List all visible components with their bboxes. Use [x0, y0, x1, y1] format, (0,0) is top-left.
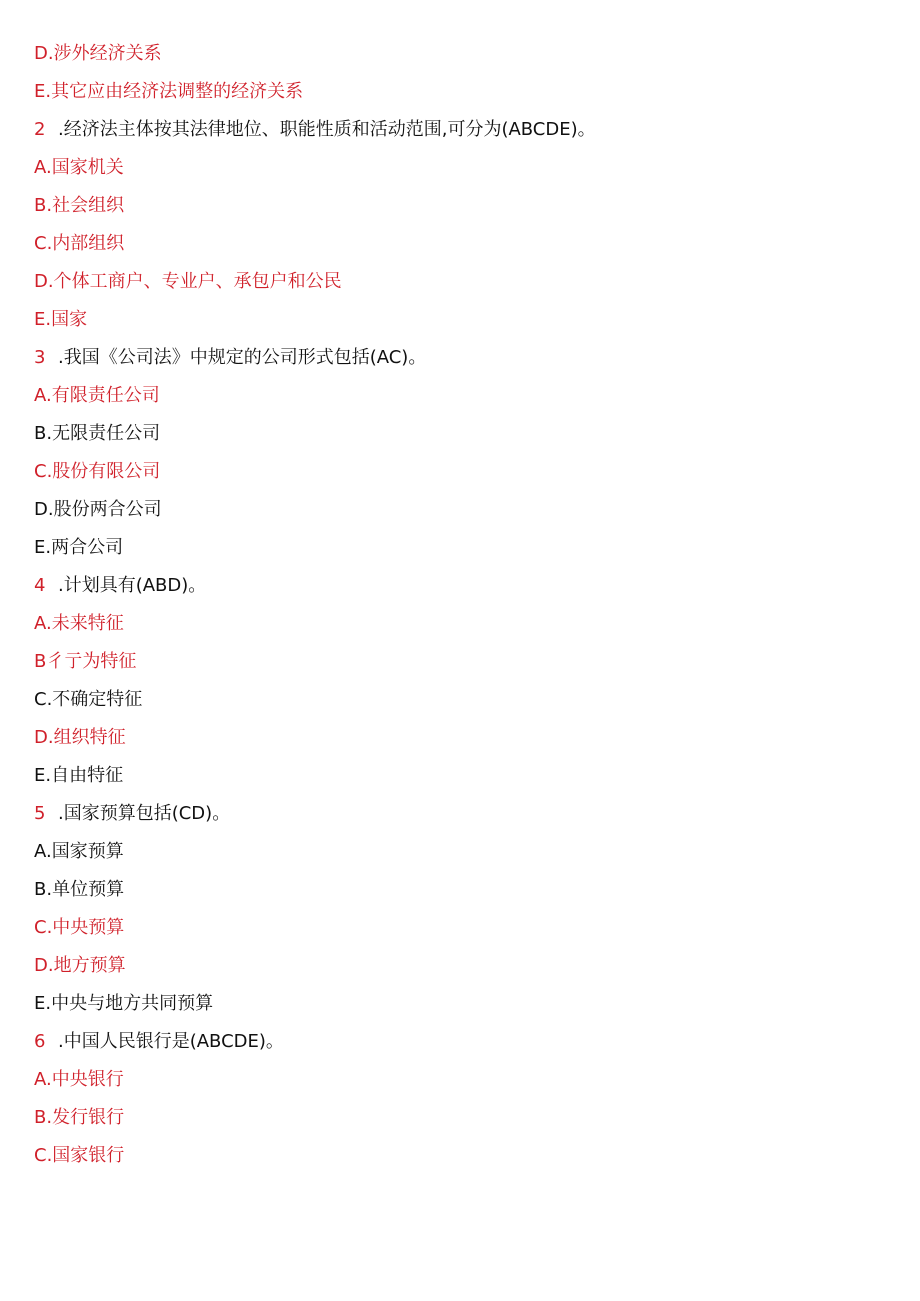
question-number: 2	[34, 119, 46, 140]
option-line: D.股份两合公司	[34, 499, 162, 520]
question-text: .经济法主体按其法律地位、职能性质和活动范围,可分为(ABCDE)。	[58, 119, 596, 140]
option-line: D.个体工商户、专业户、承包户和公民	[34, 271, 342, 292]
question-number: 3	[34, 347, 46, 368]
option-line: C.股份有限公司	[34, 461, 161, 482]
question-text: .国家预算包括(CD)。	[58, 803, 231, 824]
option-line: B.单位预算	[34, 879, 125, 900]
document-page	[34, 42, 894, 1182]
option-line: A.有限责任公司	[34, 385, 160, 406]
option-line: B.社会组织	[34, 195, 125, 216]
option-line: C.内部组织	[34, 233, 125, 254]
question-number: 6	[34, 1031, 46, 1052]
option-line: E.两合公司	[34, 537, 124, 558]
question-text: .中国人民银行是(ABCDE)。	[58, 1031, 284, 1052]
option-line: D.组织特征	[34, 727, 126, 748]
option-line: C.国家银行	[34, 1145, 125, 1166]
option-line: E.中央与地方共同预算	[34, 993, 214, 1014]
option-line: B.发行银行	[34, 1107, 125, 1128]
option-line: E.其它应由经济法调整的经济关系	[34, 81, 304, 102]
option-line: A.国家机关	[34, 157, 124, 178]
question-number: 4	[34, 575, 46, 596]
option-line: B彳亍为特征	[34, 651, 137, 672]
question-line	[34, 118, 894, 156]
option-line: C.不确定特征	[34, 689, 143, 710]
option-line: A.中央银行	[34, 1069, 124, 1090]
question-line	[34, 346, 894, 384]
option-line: D.地方预算	[34, 955, 126, 976]
question-text: .我国《公司法》中规定的公司形式包括(AC)。	[58, 347, 427, 368]
option-line: A.国家预算	[34, 841, 124, 862]
option-line: E.国家	[34, 309, 88, 330]
option-line: A.未来特征	[34, 613, 124, 634]
question-line	[34, 802, 894, 840]
option-line: B.无限责任公司	[34, 423, 161, 444]
option-line: D.涉外经济关系	[34, 43, 162, 64]
question-text: .计划具有(ABD)。	[58, 575, 207, 596]
question-number: 5	[34, 803, 46, 824]
question-line	[34, 1030, 894, 1068]
option-line: C.中央预算	[34, 917, 125, 938]
option-line: E.自由特征	[34, 765, 124, 786]
question-line	[34, 574, 894, 612]
